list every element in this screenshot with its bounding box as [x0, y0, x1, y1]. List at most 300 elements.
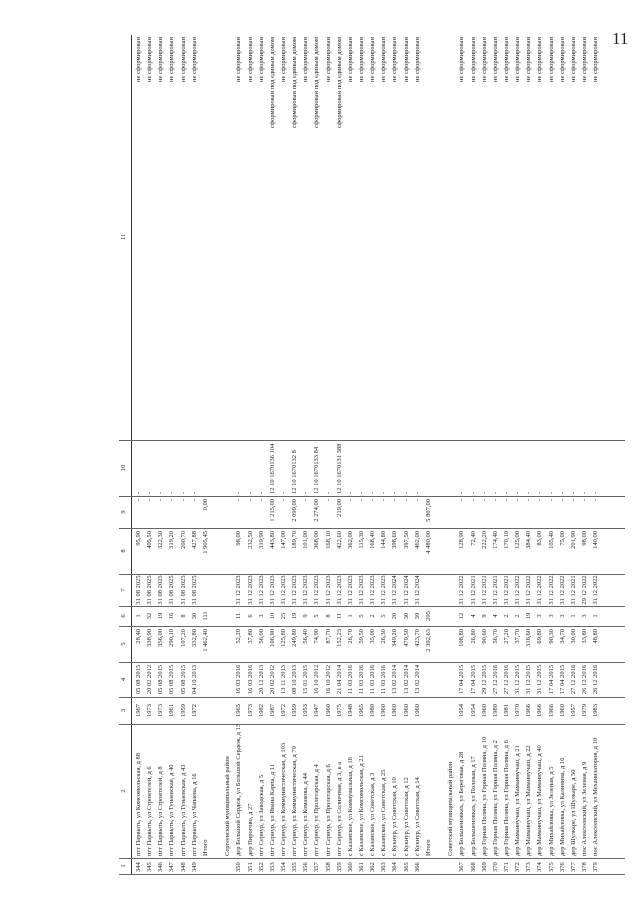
table-cell: 351 [246, 862, 254, 872]
table-cell: - [469, 491, 477, 494]
table-cell: 115,30 [358, 531, 365, 549]
table-cell: 368 [469, 862, 477, 872]
table-cell: 31 12 2022 [458, 575, 466, 605]
table-cell: пгт Сернур, ул Пролетарская, д 4 [313, 764, 321, 856]
table-cell: 26,80 [469, 629, 477, 644]
table-cell: 371 [502, 862, 510, 872]
table-cell: - [581, 499, 588, 502]
table-cell: 1975 [335, 704, 343, 717]
table-cell: - [257, 499, 265, 502]
table-cell: 31 08 2025 [146, 575, 154, 605]
table-cell: 356,00 [157, 629, 165, 647]
table-cell: не сформирован [469, 37, 477, 83]
table-cell: 1960 [402, 704, 410, 717]
table-cell: 27 12 2016 [502, 664, 510, 695]
table-cell: 128,90 [458, 531, 466, 549]
table-cell: 33,80 [581, 629, 588, 644]
table-cell: 74,90 [313, 629, 321, 644]
table-cell: 52,20 [235, 629, 243, 644]
table-cell: не сформирован [157, 37, 165, 83]
table-cell: 219,00 [335, 499, 343, 517]
table-cell: 350 [235, 862, 243, 872]
table-cell: не сформирован [458, 37, 466, 83]
table-cell: пгт Парвыть, ул Тунаевская, д 43 [179, 764, 187, 856]
table-cell: 13 02 2014 [402, 664, 410, 695]
table-cell: 16 [168, 612, 176, 620]
table-cell: - [536, 499, 544, 502]
table-cell: 1965 [358, 704, 365, 717]
table-cell: 20 02 2012 [268, 664, 276, 695]
table-cell: 125,00 [514, 531, 522, 549]
table-cell: 26 12 2016 [592, 664, 600, 695]
table-cell: 8 [324, 614, 332, 618]
table-cell: - [569, 499, 577, 502]
table-cell: с Кукнур, ул Советская, д 12 [402, 777, 410, 856]
table-cell: 31 12 2023 [246, 575, 254, 605]
table-cell: 98,00 [235, 531, 243, 546]
table-cell: 1970 [514, 704, 522, 717]
table-cell: 26,70 [346, 629, 354, 644]
table-cell: 31 08 2025 [168, 575, 176, 605]
table-cell: 106,90 [268, 629, 276, 647]
table-cell: 5 [313, 614, 321, 618]
column-header-6: 6 [120, 614, 127, 618]
table-cell: пгт Парвыть, ул Чапаева, д 16 [190, 773, 198, 856]
table-cell: пгт Сернур, ул Ивана Карпа, д 11 [268, 764, 276, 856]
table-column-7 [119, 574, 625, 607]
table-cell: пгт Парвыть, ул Строителей, д 6 [146, 766, 154, 856]
table-cell: 19 [157, 612, 165, 620]
table-cell: не сформирован [547, 37, 555, 83]
table-cell: 16 03 2016 [235, 664, 243, 695]
table-cell: - [413, 499, 421, 502]
table-cell: пгт Сернур, ул Комакова, д 44 [302, 773, 310, 856]
table-cell: - [146, 499, 154, 502]
table-cell: 16 10 2012 [313, 664, 321, 695]
table-cell: 1965 [235, 704, 243, 717]
table-cell: дер Михайловка, ул Калинина, д 16 [558, 757, 566, 856]
table-cell: 397,50 [402, 531, 410, 549]
table-cell: 39 [413, 612, 421, 620]
table-cell: дер Мамаинучаш, ул Мамаинучаш, д 22 [525, 745, 533, 856]
table-cell: 365 [402, 862, 410, 872]
column-header-3: 3 [120, 708, 127, 713]
table-cell: пгт Парвыть, ул Тунаевская, д 40 [168, 764, 176, 856]
column-header-5: 5 [120, 642, 127, 646]
table-cell: - [324, 491, 332, 494]
table-cell: 5 [380, 614, 388, 618]
table-cell: 405,50 [146, 531, 154, 549]
table-cell: - [257, 491, 265, 494]
table-cell: 349,20 [391, 629, 399, 647]
table-cell: 31 12 2023 [335, 575, 343, 605]
table-cell: 05 08 2015 [179, 664, 187, 695]
table-cell: - [168, 491, 176, 494]
table-cell: 31 12 2022 [592, 575, 600, 605]
table-cell: 12 10 1670136 104 [268, 443, 276, 494]
table-cell: 31 12 2024 [391, 575, 399, 605]
table-cell: 37,70 [514, 629, 522, 644]
table-cell: 20 [391, 612, 399, 620]
total-cell: 0,00 [201, 499, 209, 511]
table-cell: 4 [469, 614, 477, 618]
section-heading: Сергеевский муниципальный район [224, 756, 232, 856]
table-cell: 17 04 2015 [469, 664, 477, 695]
table-cell: 32 [146, 612, 154, 620]
table-cell: 10 [268, 612, 276, 620]
column-header-9: 9 [120, 510, 127, 514]
table-cell: 6 [246, 614, 254, 618]
table-cell: - [491, 491, 499, 494]
table-cell: не сформирован [358, 37, 365, 83]
table-cell: с Казанское, ул Советская, д 3 [369, 772, 377, 856]
table-cell: 347 [168, 862, 176, 872]
table-cell: - [480, 499, 488, 502]
total-cell: 4 480,00 [424, 531, 432, 554]
total-cell: 111 [201, 611, 209, 621]
table-cell: не сформирован [536, 37, 544, 83]
table-cell: - [402, 491, 410, 494]
total-cell: 5 807,00 [424, 499, 432, 522]
table-cell: дер Мамаинучаш, ул Мамаинучаш, д 21 [514, 745, 522, 856]
table-cell: 376 [558, 862, 566, 872]
table-cell: 384,40 [525, 531, 533, 549]
table-cell: 1973 [246, 704, 254, 717]
table-cell: 31 08 2025 [135, 575, 142, 605]
table-cell: 11 [235, 612, 243, 620]
table-cell: с Кукнур, ул Советская, д 10 [391, 777, 399, 856]
table-cell: 31 12 2021 [491, 575, 499, 605]
table-cell: 362 [369, 862, 377, 872]
column-header-2: 2 [120, 789, 127, 793]
table-cell: 366 [413, 862, 421, 872]
column-header-7: 7 [120, 588, 127, 592]
table-cell: дер Горная Поляна, ул Горная Поляна, д 2 [491, 740, 499, 856]
table-cell: 31 12 2023 [291, 575, 299, 605]
table-cell: 31 12 2023 [358, 575, 365, 605]
table-cell: 56,70 [491, 629, 499, 644]
table-cell: 13 02 2014 [413, 664, 421, 695]
table-cell: - [235, 499, 243, 502]
table-column-6 [119, 606, 625, 627]
table-cell: 358 [324, 862, 332, 872]
table-cell: 290,10 [168, 629, 176, 647]
total-cell: Итого [424, 839, 432, 856]
table-cell: 08 10 2013 [291, 664, 299, 695]
table-cell: 1980 [369, 704, 377, 717]
table-cell: 1979 [581, 704, 588, 717]
table-cell: 1966 [525, 704, 533, 717]
table-cell: 349 [190, 862, 198, 872]
table-cell: 107,20 [179, 629, 187, 647]
table-cell: 1973 [146, 704, 154, 717]
table-cell: пгт Парвыть, ул Комсомольская, д 88 [135, 752, 142, 856]
table-cell: 11 03 2016 [369, 665, 377, 695]
table-cell: 11 03 2016 [380, 665, 388, 695]
table-cell: 443,80 [268, 531, 276, 549]
table-cell: с Кукнур, ул Советская, д 14 [413, 777, 421, 856]
table-cell: 354 [279, 862, 287, 872]
table-cell: 95,90 [135, 531, 142, 546]
table-cell: 1 215,00 [268, 499, 276, 522]
table-cell: 72,40 [469, 531, 477, 546]
table-cell: 3 [257, 614, 265, 618]
table-cell: 355 [291, 862, 299, 872]
table-cell: 125,80 [279, 629, 287, 647]
table-cell: 359 [335, 862, 343, 872]
table-cell: 69,80 [536, 629, 544, 644]
table-cell: с Казанское, ул Коммунальная, д 16 [346, 757, 354, 856]
table-cell: 1972 [279, 704, 287, 717]
table-cell: пос Алексеевский, ул Механизаторов, д 10 [592, 737, 600, 856]
table-cell: 31 12 2022 [525, 575, 533, 605]
table-cell: 375 [547, 862, 555, 872]
table-cell: 2 [514, 614, 522, 618]
table-cell: 11 03 2016 [358, 665, 365, 695]
table-cell: 319,90 [257, 531, 265, 549]
table-cell: 101,00 [302, 531, 310, 549]
table-cell: - [402, 499, 410, 502]
table-cell: 17 04 2015 [458, 664, 466, 695]
table-cell: 26 12 2016 [581, 664, 588, 695]
table-cell: 21 04 2014 [335, 664, 343, 695]
table-cell: 170,10 [502, 531, 510, 549]
table-cell: 27 12 2016 [491, 664, 499, 695]
table-column-1 [119, 858, 625, 875]
table-cell: 16 10 2012 [324, 664, 332, 695]
table-cell: 423,70 [413, 629, 421, 647]
table-cell: - [235, 491, 243, 494]
table-cell: - [514, 491, 522, 494]
table-cell: - [480, 491, 488, 494]
table-cell: 1960 [558, 704, 566, 717]
table-column-9 [119, 496, 625, 529]
table-cell: 316,60 [525, 629, 533, 647]
table-cell: дер Шулкаре, ул Шулкаре, д 50 [569, 769, 577, 856]
table-cell: 140,00 [592, 531, 600, 549]
table-cell: 31 12 2023 [369, 575, 377, 605]
table-cell: 1966 [547, 704, 555, 717]
table-cell: 1961 [168, 704, 176, 717]
table-cell: не сформирован [369, 37, 377, 83]
table-cell: 9 [302, 614, 310, 618]
table-cell: 379 [592, 862, 600, 872]
table-cell: 56,00 [257, 629, 265, 644]
table-cell: 2 099,00 [291, 499, 299, 522]
table-cell: 05 08 2015 [168, 664, 176, 695]
table-cell: 147,00 [279, 531, 287, 549]
table-cell: 25 [279, 612, 287, 620]
table-column-3 [119, 697, 625, 725]
table-cell: 27 12 2016 [569, 664, 577, 695]
table-cell: 1959 [291, 704, 299, 717]
table-cell: - [346, 499, 354, 502]
table-cell: 1980 [491, 704, 499, 717]
table-cell: 56,40 [302, 629, 310, 644]
table-cell: 31 12 2023 [268, 575, 276, 605]
table-cell: 31 12 2023 [380, 575, 388, 605]
table-cell: - [558, 491, 566, 494]
column-header-1: 1 [120, 864, 127, 868]
table-cell: 144,80 [380, 531, 388, 549]
table-cell: 04 10 2013 [190, 664, 198, 695]
table-cell: - [302, 491, 310, 494]
table-cell: 31 12 2024 [402, 575, 410, 605]
table-cell: 1960 [391, 704, 399, 717]
table-cell: - [547, 499, 555, 502]
table-cell: 1954 [469, 704, 477, 717]
table-cell: 200,70 [179, 531, 187, 549]
table-cell: 174,40 [491, 531, 499, 549]
table-cell: пгт Парвыть, ул Строителей, д 8 [157, 766, 165, 856]
table-cell: 31 12 2023 [235, 575, 243, 605]
table-cell: 108,80 [458, 629, 466, 647]
table-cell: 1987 [268, 704, 276, 717]
table-cell: 357 [313, 862, 321, 872]
table-cell: 1960 [413, 704, 421, 717]
table-cell: 37,80 [246, 629, 254, 644]
table-cell: - [135, 491, 142, 494]
table-cell: 29 12 2015 [480, 664, 488, 695]
table-cell: 1981 [502, 704, 510, 717]
table-cell: 27,20 [502, 629, 510, 644]
table-cell: 35,00 [369, 629, 377, 644]
table-cell: - [369, 499, 377, 502]
table-cell: 12 10 1670132 8 [291, 450, 299, 494]
table-cell: не сформирован [135, 37, 142, 83]
table-cell: 1972 [190, 704, 198, 717]
table-cell: с Казанское, ул Комсомольская, д 21 [358, 755, 365, 856]
table-column-8 [119, 528, 625, 575]
table-cell: 31 12 2015 [525, 664, 533, 695]
table-cell: 31 08 2025 [179, 575, 187, 605]
table-cell: 479,50 [402, 629, 410, 647]
total-cell: 205 [424, 611, 432, 621]
table-cell: 1953 [302, 704, 310, 717]
table-cell: 31 12 2022 [558, 575, 566, 605]
table-cell: 152,23 [335, 629, 343, 647]
table-cell: сформирован под единым домом [268, 37, 276, 129]
table-cell: не сформирован [514, 37, 522, 83]
housing-table [119, 35, 625, 875]
table-cell: - [279, 499, 287, 502]
table-cell: не сформирован [246, 37, 254, 83]
table-cell: 13 02 2014 [391, 664, 399, 695]
table-cell: - [358, 491, 365, 494]
table-cell: 370 [491, 862, 499, 872]
table-cell: 3 [581, 614, 588, 618]
table-cell: - [558, 499, 566, 502]
table-cell: 1960 [324, 704, 332, 717]
table-cell: - [502, 499, 510, 502]
table-cell: 31 12 2023 [346, 575, 354, 605]
table-cell: 232,50 [246, 531, 254, 549]
table-cell: 362,00 [346, 531, 354, 549]
table-cell: 31 12 2021 [569, 575, 577, 605]
table-cell: 31 12 2023 [302, 575, 310, 605]
table-cell: 1 [592, 614, 600, 618]
table-cell: 1959 [179, 704, 187, 717]
table-cell: - [246, 491, 254, 494]
table-cell: не сформирован [525, 37, 533, 83]
table-cell: 1 [346, 614, 354, 618]
table-cell: 361 [358, 862, 365, 872]
table-cell: 19 [525, 612, 533, 620]
table-cell: сформирован под единым домом [313, 37, 321, 129]
column-header-11: 11 [120, 233, 127, 241]
table-cell: пгт Сернур, ул Коммунистическая, д 103 [279, 742, 287, 856]
table-cell: 05 08 2015 [157, 664, 165, 695]
table-cell: дер Михайловка, ул Зеленая, д 5 [547, 766, 555, 856]
section-heading: Советский муниципальный район [447, 761, 455, 856]
table-cell: 30 [190, 612, 198, 620]
table-cell: - [547, 491, 555, 494]
table-cell: 26,30 [380, 629, 388, 644]
table-column-11 [119, 34, 625, 441]
table-cell: дер Большой Сердеж, ул Большой Сердеж, д 13 [235, 724, 243, 856]
table-cell: 1948 [346, 704, 354, 717]
table-cell: 90,30 [547, 629, 555, 644]
table-cell: не сформирован [168, 37, 176, 83]
table-cell: 34,70 [558, 629, 566, 644]
table-cell: 168,40 [369, 531, 377, 549]
table-cell: 1960 [380, 704, 388, 717]
table-cell: - [391, 499, 399, 502]
table-cell: 87,70 [324, 629, 332, 644]
table-cell: 1947 [313, 704, 321, 717]
table-cell: 31 12 2022 [514, 575, 522, 605]
table-cell: 1983 [592, 704, 600, 717]
table-cell: не сформирован [346, 37, 354, 83]
table-cell: 373 [525, 862, 533, 872]
page-number: 11 [612, 29, 629, 48]
table-cell: - [302, 499, 310, 502]
table-cell: 31 12 2024 [413, 575, 421, 605]
table-cell: - [592, 491, 600, 494]
table-cell: 31 08 2025 [157, 575, 165, 605]
table-cell: пгт Сернур, ул Заводская, д 5 [257, 774, 265, 856]
table-cell: 345 [146, 862, 154, 872]
table-cell: 168,10 [324, 531, 332, 549]
table-cell: дер Большеновкаъ, ул Береговая, д 28 [458, 751, 466, 856]
table-cell: 1982 [257, 704, 265, 717]
table-cell: 15 01 2015 [302, 664, 310, 695]
table-cell: 3 [558, 614, 566, 618]
table-cell: 12 10 1670131 388 [335, 443, 343, 494]
table-cell: не сформирован [179, 37, 187, 83]
table-cell: 8 [179, 614, 187, 618]
table-column-2 [119, 724, 625, 859]
table-cell: не сформирован [558, 37, 566, 83]
table-cell: - [380, 491, 388, 494]
table-cell: 31 08 2025 [190, 575, 198, 605]
table-cell: 346 [157, 862, 165, 872]
table-cell: 11 03 2016 [346, 665, 354, 695]
table-cell: не сформирован [279, 37, 287, 83]
table-cell: - [324, 499, 332, 502]
table-cell: 319,20 [168, 531, 176, 549]
table-cell: 30 [402, 612, 410, 620]
table-cell: 422,60 [335, 531, 343, 549]
table-cell: - [491, 499, 499, 502]
table-cell: 368,00 [313, 531, 321, 549]
table-cell: с Казанское, ул Советская, д 25 [380, 769, 388, 856]
table-cell: 75,00 [558, 531, 566, 546]
table-cell: 3 [547, 614, 555, 618]
table-cell: - [135, 499, 142, 502]
table-cell: 12 10 1670133 84 [313, 446, 321, 494]
table-column-10 [119, 440, 625, 497]
